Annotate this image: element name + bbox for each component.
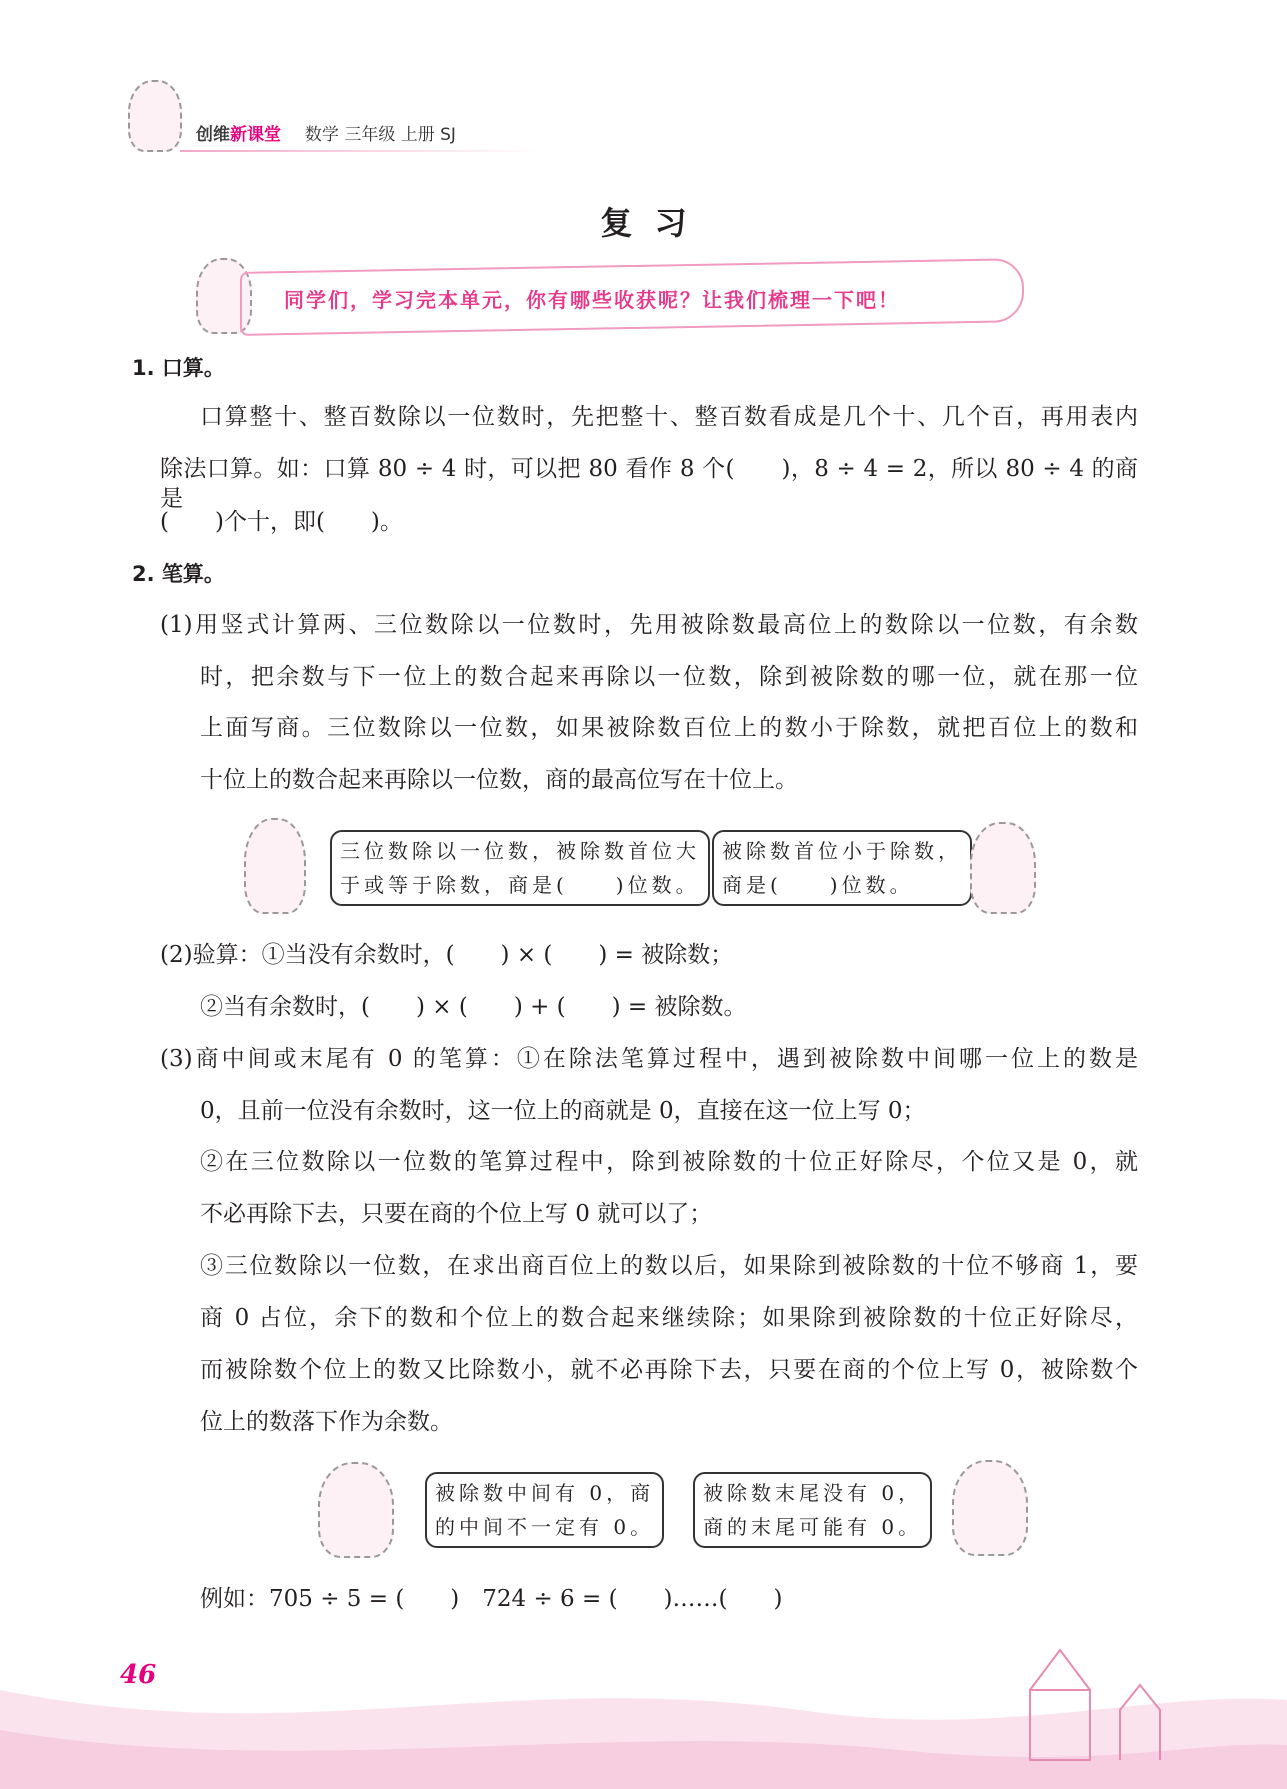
- girl-illustration: [244, 818, 306, 914]
- text-line: 十位上的数合起来再除以一位数，商的最高位写在十位上。: [200, 767, 798, 793]
- bubble-line: 商的末尾可能有 0。: [703, 1515, 923, 1539]
- speech-bubble: [712, 830, 972, 906]
- bubble-line: 三位数除以一位数，被除数首位大: [340, 839, 700, 863]
- kids-illustration: [128, 80, 182, 152]
- boy-illustration: [318, 1462, 394, 1558]
- text-line: ②在三位数除以一位数的笔算过程中，除到被除数的十位正好除尽，个位又是 0，就: [200, 1149, 1138, 1175]
- text-line: ( )个十，即( )。: [160, 509, 403, 535]
- text-line: (3)商中间或末尾有 0 的笔算：①在除法笔算过程中，遇到被除数中间哪一位上的数是: [160, 1046, 1138, 1072]
- text-line: 除法口算。如：口算 80 ÷ 4 时，可以把 80 看作 8 个( )，8 ÷ 4 = 2，所以 80 ÷ 4 的商是: [160, 456, 1138, 512]
- brand-name: 创维: [196, 125, 230, 145]
- text-line: 而被除数个位上的数又比除数小，就不必再除下去，只要在商的个位上写 0，被除数个: [200, 1357, 1138, 1383]
- bubble-line: 被除数末尾没有 0，: [703, 1481, 923, 1505]
- text-line: 商 0 占位，余下的数和个位上的数合起来继续除；如果除到被除数的十位正好除尽，: [200, 1305, 1138, 1331]
- text-line: 口算整十、整百数除以一位数时，先把整十、整百数看成是几个十、几个百，再用表内: [200, 404, 1138, 430]
- bubble-line: 被除数首位小于除数，: [722, 839, 962, 863]
- text-line: ②当有余数时，( ) × ( ) + ( ) = 被除数。: [200, 994, 747, 1020]
- text-line: 0，且前一位没有余数时，这一位上的商就是 0，直接在这一位上写 0；: [200, 1098, 926, 1124]
- brand-name-accent: 新课堂: [230, 125, 281, 145]
- page-number: 46: [120, 1660, 157, 1690]
- bubble-line: 商是( )位数。: [722, 873, 914, 897]
- footer-wave: [0, 1630, 1287, 1789]
- speech-bubble: [330, 830, 710, 906]
- speech-bubble: [425, 1472, 664, 1548]
- book-subject: 数学 三年级 上册 SJ: [304, 125, 456, 145]
- section-1-heading: 1. 口算。: [132, 356, 225, 380]
- example-line: 例如：705 ÷ 5 = ( ) 724 ÷ 6 = ( )……( ): [200, 1586, 783, 1612]
- text-line: 位上的数落下作为余数。: [200, 1409, 453, 1435]
- text-line: 上面写商。三位数除以一位数，如果被除数百位上的数小于除数，就把百位上的数和: [200, 715, 1138, 741]
- bubble-line: 的中间不一定有 0。: [435, 1515, 655, 1539]
- text-line: 时，把余数与下一位上的数合起来再除以一位数，除到被除数的哪一位，就在那一位: [200, 664, 1138, 690]
- girl-illustration: [952, 1460, 1028, 1556]
- bubble-line: 于或等于除数，商是( )位数。: [340, 873, 700, 897]
- text-line: ③三位数除以一位数，在求出商百位上的数以后，如果除到被除数的十位不够商 1，要: [200, 1253, 1138, 1279]
- speech-bubble: [693, 1472, 932, 1548]
- bubble-line: 被除数中间有 0，商: [435, 1481, 655, 1505]
- banner-text: 同学们，学习完本单元，你有哪些收获呢？让我们梳理一下吧！: [284, 288, 900, 312]
- text-line: (1)用竖式计算两、三位数除以一位数时，先用被除数最高位上的数除以一位数，有余数: [160, 612, 1138, 638]
- text-line: 不必再除下去，只要在商的个位上写 0 就可以了；: [200, 1201, 713, 1227]
- page-title: 复 习: [600, 204, 687, 242]
- text-line: (2)验算：①当没有余数时，( ) × ( ) = 被除数；: [160, 942, 734, 968]
- header-rule: [180, 150, 540, 152]
- section-2-heading: 2. 笔算。: [132, 562, 225, 586]
- boy-illustration: [970, 822, 1036, 914]
